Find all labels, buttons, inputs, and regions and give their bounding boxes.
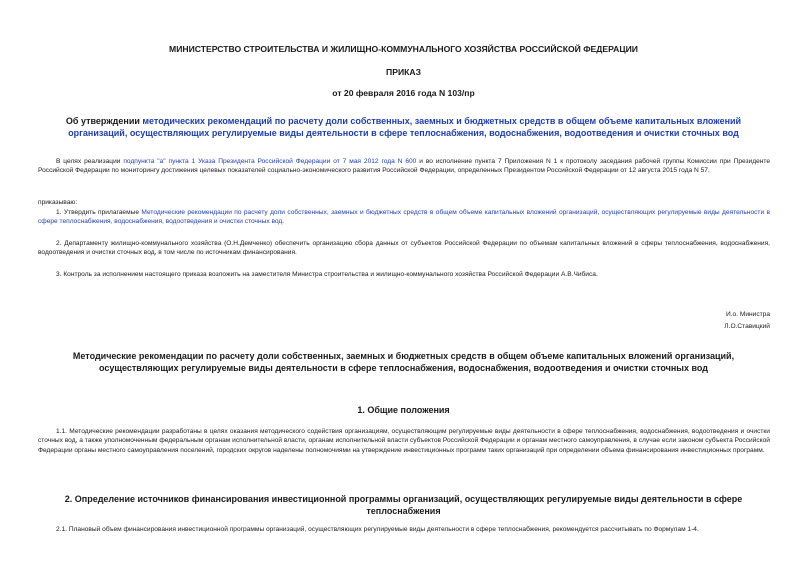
order-title-link[interactable]: методических рекомендаций по расчету доли собственных, заемных и бюджетных средств в общем объеме капитальных вложений организаций, осуществляющих регулируемые виды деятельности в сфере теплоснабжения, водоснабжения, водоотведения и очистки сточных вод bbox=[68, 116, 742, 138]
preamble-before: В целях реализации bbox=[56, 158, 124, 165]
order-title bbox=[40, 115, 767, 139]
signatory-position: И.о. Министра bbox=[725, 311, 770, 318]
section-2-paragraph: 2.1. Плановый объем финансирования инвестиционной программы организаций, осуществляющих регулируемые виды деятельности в сфере теплоснабжения, рекомендуется рассчитывать по Формулам 1-4. bbox=[56, 526, 699, 533]
orders-word: приказываю: bbox=[38, 199, 78, 206]
section-1-paragraph: 1.1. Методические рекомендации разработаны в целях оказания методического содействия организациям, осуществляющим регулируемые виды деятельности в сфере теплоснабжения, водоснабжения, водоотведения и очистки сточных вод, а также уполномоченным федеральным органам исполнительной власти, органам исполнительной власти субъектов Российской Федерации и органам местного самоуправления, в случае если законом субъекта Российской Федерации органы местного самоуправления поселений, городских округов наделены полномочиями на утверждение инвестиционных программ таких организаций при определении объема финансирования инвестиционных программ. bbox=[38, 428, 770, 454]
preamble-paragraph bbox=[38, 157, 770, 176]
item1-after: . bbox=[282, 218, 285, 226]
order-date: от 20 февраля 2016 года N 103/пр bbox=[332, 88, 475, 98]
preamble-after: и во исполнение пункта 7 Приложения N 1 к протоколу заседания рабочей группы Комиссии при Президенте Российской Федерации по мониторингу достижения целевых показателей социально-экономического развития Российской Федерации, определенных Президентом Российской Федерации от 12 августа 2015 года N 57, bbox=[38, 158, 770, 175]
order-item-1 bbox=[38, 208, 770, 227]
order-item-3: 3. Контроль за исполнением настоящего приказа возложить на заместителя Министра строительства и жилищно-коммунального хозяйства Российской Федерации А.В.Чибиса. bbox=[56, 271, 598, 278]
item1-before: 1. Утвердить прилагаемые bbox=[56, 209, 142, 216]
order-item-2: 2. Департаменту жилищно-коммунального хозяйства (О.Н.Демченко) обеспечить организацию сбора данных от субъектов Российской Федерации по объемам капитальных вложений в сферы теплоснабжения, водоснабжения, водоотведения и очистки сточных вод, в том числе по источникам финансирования. bbox=[38, 240, 770, 257]
order-title-prefix: Об утверждении bbox=[65, 116, 143, 126]
appendix-title: Методические рекомендации по расчету доли собственных, заемных и бюджетных средств в общем объеме капитальных вложений организаций, осуществляющих регулируемые виды деятельности в сфере теплоснабжения, водоснабжения, водоотведения и очистки сточных вод bbox=[72, 351, 735, 373]
decree-link[interactable]: подпункта "а" пункта 1 Указа Президента Российской Федерации от 7 мая 2012 года N 600 bbox=[123, 158, 417, 165]
ministry-name: МИНИСТЕРСТВО СТРОИТЕЛЬСТВА И ЖИЛИЩНО-КОММУНАЛЬНОГО ХОЗЯЙСТВА РОССИЙСКОЙ ФЕДЕРАЦИИ bbox=[169, 44, 638, 54]
signatory-name: Л.О.Ставицкий bbox=[724, 323, 770, 330]
section-2-heading: 2. Определение источников финансирования инвестиционной программы организаций, осуществляющих регулируемые виды деятельности в сфере теплоснабжения bbox=[64, 494, 743, 516]
methodology-link[interactable]: Методические рекомендации по расчету доли собственных, заемных и бюджетных средств в общем объеме капитальных вложений организаций, осуществляющих регулируемые виды деятельности в сфере теплоснабжения, водоснабжения, водоотведения и очистки сточных вод bbox=[38, 209, 770, 226]
signature-block bbox=[600, 309, 770, 333]
section-1-heading: 1. Общие положения bbox=[357, 405, 450, 415]
order-label: ПРИКАЗ bbox=[386, 67, 421, 77]
